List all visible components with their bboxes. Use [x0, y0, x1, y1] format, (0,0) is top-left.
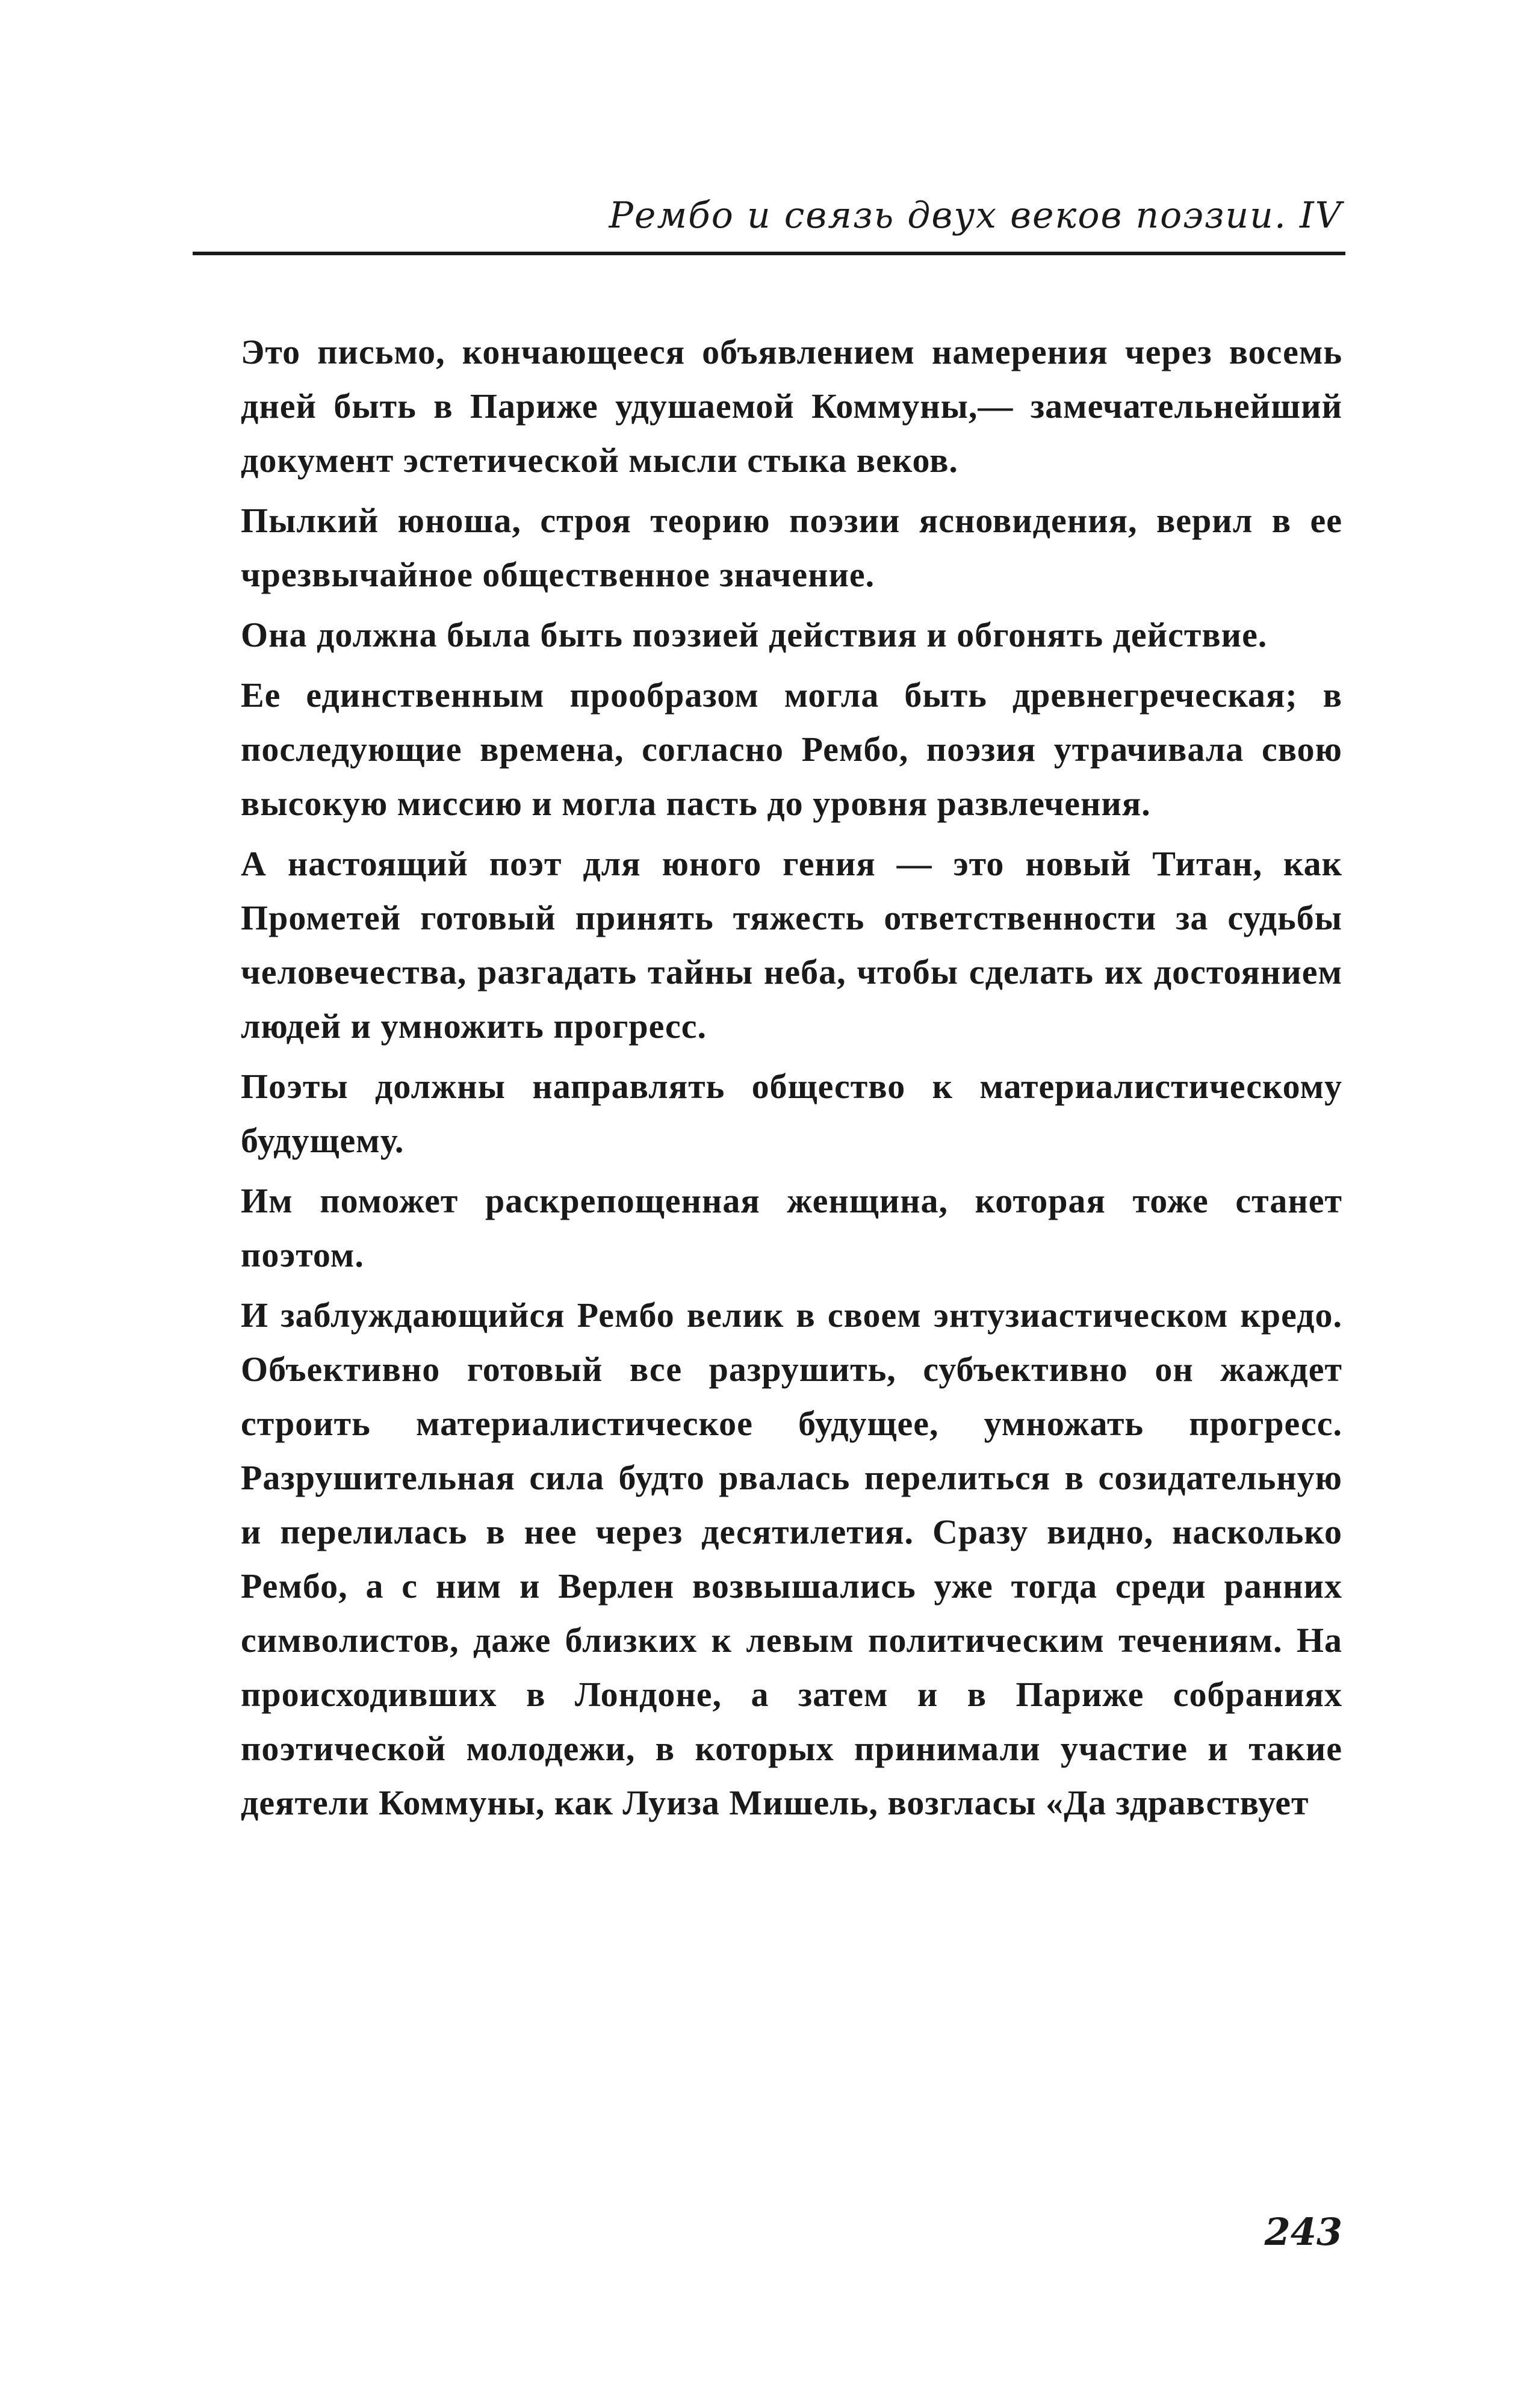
- paragraph: Это письмо, кончающееся объявлением намерения через восемь дней быть в Париже удушаемой Коммуны,— замечательнейший документ эстетической мысли стыка веков.: [241, 332, 1342, 480]
- paragraph: Пылкий юноша, строя теорию поэзии ясновидения, верил в ее чрезвычайное общественное значение.: [241, 501, 1342, 594]
- paragraph: Им поможет раскрепощенная женщина, которая тоже станет поэтом.: [241, 1181, 1342, 1274]
- paragraph: Она должна была быть поэзией действия и обгонять действие.: [241, 615, 1268, 654]
- paragraph: Ее единственным прообразом могла быть древнегреческая; в последующие времена, согласно Рембо, поэзия утрачивала свою высокую миссию и могла пасть до уровня развлечения.: [241, 675, 1342, 823]
- running-head: Рембо и связь двух веков поэзии. IV: [609, 194, 1342, 237]
- body-text: [241, 325, 1342, 1836]
- page-number: 243: [1264, 2210, 1342, 2254]
- header-rule: [193, 252, 1345, 255]
- paragraph: И заблуждающийся Рембо велик в своем энтузиастическом кредо. Объективно готовый все разрушить, субъективно он жаждет строить материалистическое будущее, умножать прогресс. Разрушительная сила будто рвалась перелиться в созидательную и перелилась в нее через десятилетия. Сразу видно, насколько Рембо, а с ним и Верлен возвышались уже тогда среди ранних символистов, даже близких к левым политическим течениям. На происходивших в Лондоне, а затем и в Париже собраниях поэтической молодежи, в которых принимали участие и такие деятели Коммуны, как Луиза Мишель, возгласы «Да здравствует: [241, 1296, 1342, 1822]
- paragraph: А настоящий поэт для юного гения — это новый Титан, как Прометей готовый принять тяжесть ответственности за судьбы человечества, разгадать тайны неба, чтобы сделать их достоянием людей и умножить прогресс.: [241, 844, 1342, 1046]
- paragraph: Поэты должны направлять общество к материалистическому будущему.: [241, 1067, 1342, 1160]
